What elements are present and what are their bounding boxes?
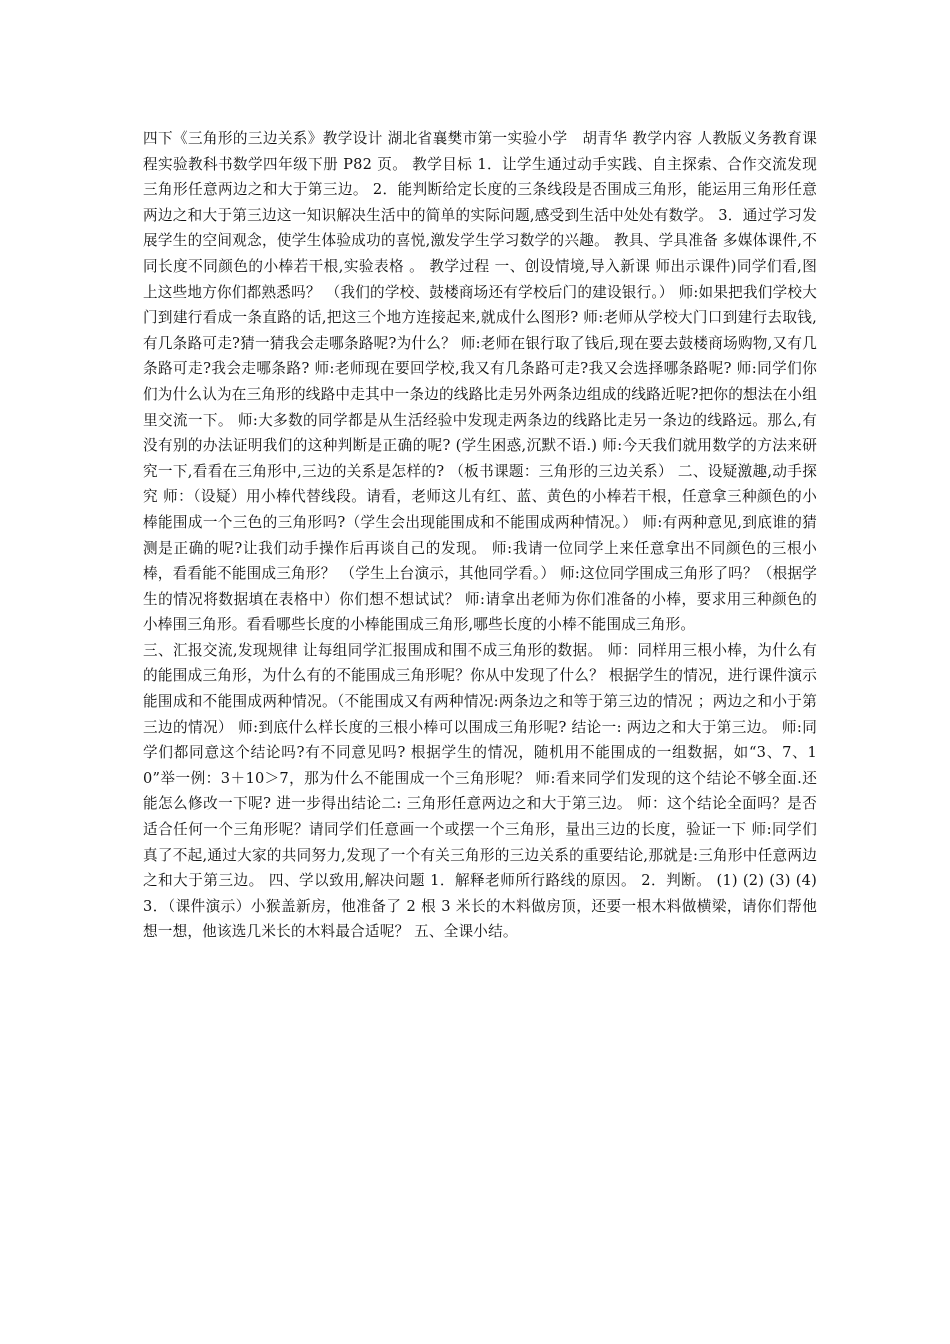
paragraph-report-and-application: 三、汇报交流,发现规律 让每组同学汇报围成和围不成三角形的数据。 师：同样用三根小棒，为什么有的能围成三角形，为什么有的不能围成三角形呢？你从中发现了什么？ 根据学生的情况，进行课件演示能围成和不能围成两种情况。（不能围成又有两种情况:两条边之和等于第三边的情况 ；两边之和小于第三边的情况） 师:到底什么样长度的三根小棒可以围成三角形呢? 结论一: 两边之和大于第三边。 师:同学们都同意这个结论吗?有不同意见吗? 根据学生的情况，随机用不能围成的一组数据，如“3、7、10”举一例：3＋10＞7，那为什么不能围成一个三角形呢？ 师:看来同学们发现的这个结论不够全面.还能怎么修改一下呢? 进一步得出结论二: 三角形任意两边之和大于第三边。 师：这个结论全面吗？是否适合任何一个三角形呢？请同学们任意画一个或摆一个三角形，量出三边的长度，验证一下 师:同学们真了不起,通过大家的共同努力,发现了一个有关三角形的三边关系的重要结论,那就是:三角形中任意两边之和大于第三边。 四、学以致用,解决问题 1．解释老师所行路线的原因。 2．判断。 (1) (2) (3) (4) 3．（课件演示）小猴盖新房，他准备了 2 根 3 米长的木料做房顶，还要一根木料做横梁，请你们帮他想一想，他该选几米长的木料最合适呢？ 五、全课小结。 — [143, 641, 817, 941]
document-body — [143, 126, 817, 945]
paragraph-intro-and-lesson-process: 四下《三角形的三边关系》教学设计 湖北省襄樊市第一实验小学 胡青华 教学内容 人教版义务教育课程实验教科书数学四年级下册 P82 页。 教学目标 1．让学生通过动手实践、自主探索、合作交流发现三角形任意两边之和大于第三边。 2．能判断给定长度的三条线段是否围成三角形，能运用三角形任意两边之和大于第三边这一知识解决生活中的简单的实际问题,感受到生活中处处有数学。 3．通过学习发展学生的空间观念，使学生体验成功的喜悦,激发学生学习数学的兴趣。 教具、学具准备 多媒体课件,不同长度不同颜色的小棒若干根,实验表格 。 教学过程 一、创设情境,导入新课 师出示课件)同学们看,图上这些地方你们都熟悉吗？ （我们的学校、鼓楼商场还有学校后门的建设银行。） 师:如果把我们学校大门到建行看成一条直路的话,把这三个地方连接起来,就成什么图形? 师:老师从学校大门口到建行去取钱,有几条路可走?猜一猜我会走哪条路呢?为什么？ 师:老师在银行取了钱后,现在要去鼓楼商场购物,又有几条路可走?我会走哪条路? 师:老师现在要回学校,我又有几条路可走?我又会选择哪条路呢? 师:同学们你们为什么认为在三角形的线路中走其中一条边的线路比走另外两条边组成的线路近呢?把你的想法在小组里交流一下。 师:大多数的同学都是从生活经验中发现走两条边的线路比走另一条边的线路远。那么,有没有别的办法证明我们的这种判断是正确的呢? (学生困惑,沉默不语.) 师:今天我们就用数学的方法来研究一下,看看在三角形中,三边的关系是怎样的? （板书课题：三角形的三边关系） 二、设疑激趣,动手探究 师：（设疑）用小棒代替线段。请看，老师这儿有红、蓝、黄色的小棒若干根，任意拿三种颜色的小棒能围成一个三色的三角形吗?（学生会出现能围成和不能围成两种情况。） 师:有两种意见,到底谁的猜测是正确的呢?让我们动手操作后再谈自己的发现。 师:我请一位同学上来任意拿出不同颜色的三根小棒，看看能不能围成三角形？ （学生上台演示，其他同学看。） 师:这位同学围成三角形了吗？（根据学生的情况将数据填在表格中）你们想不想试试？ 师:请拿出老师为你们准备的小棒，要求用三种颜色的小棒围三角形。看看哪些长度的小棒能围成三角形,哪些长度的小棒不能围成三角形。 — [143, 130, 818, 634]
